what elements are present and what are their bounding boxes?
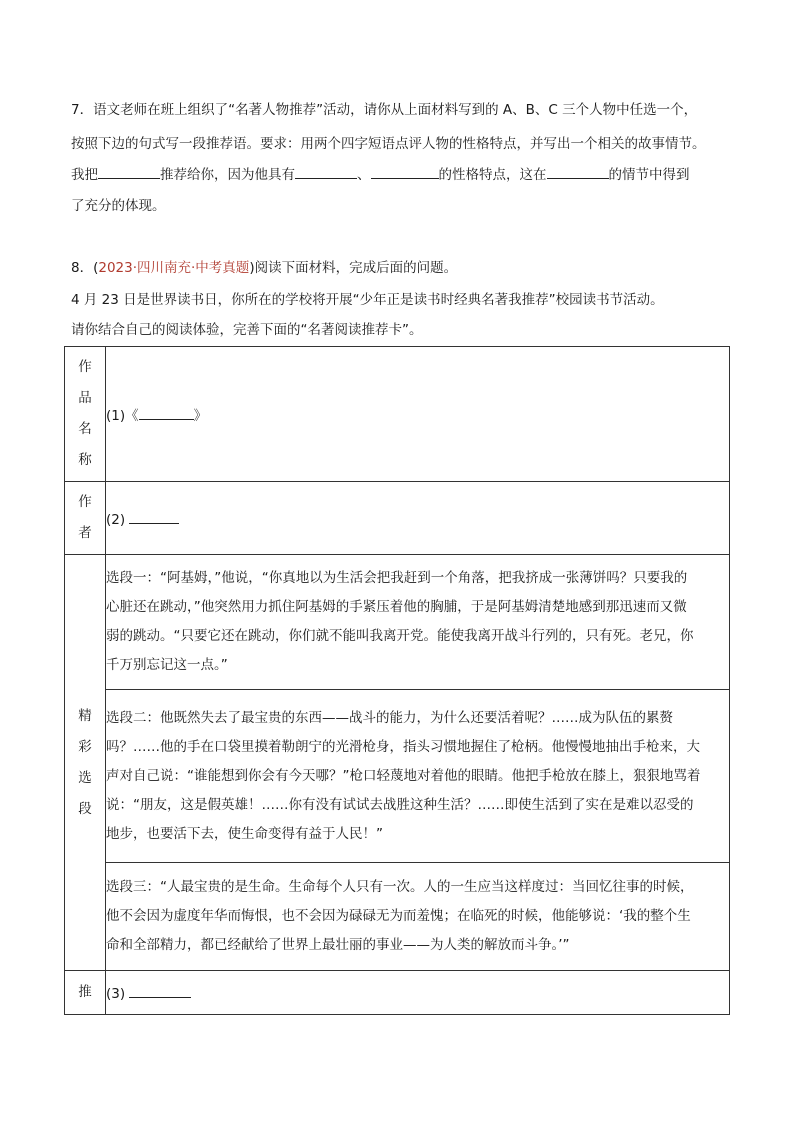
q8-instruction: 阅读下面材料，完成后面的问题。 — [254, 260, 458, 276]
excerpt-line: 弱的跳动。“只要它还在跳动，你们就不能叫我离开党。能使我离开战斗行列的，只有死。老兄，你 — [106, 628, 694, 644]
excerpt-line: 他不会因为虚度年华而悔恨，也不会因为碌碌无为而羞愧；在临死的时候，他能够说：‘我的整个生 — [106, 908, 691, 924]
excerpt-line: 命和全部精力，都已经献给了世界上最壮丽的事业——为人类的解放而斗争。’” — [106, 937, 570, 953]
label-recommend: 推 — [65, 971, 106, 1015]
answer-blank-plot[interactable] — [547, 164, 609, 179]
excerpt-line: 说：“朋友，这是假英雄！……你有没有试试去战胜这种生活？……即使生活到了实在是难以忍受的 — [106, 796, 694, 813]
excerpt-line: 选段一：“阿基姆，”他说，“你真地以为生活会把我赶到一个角落，把我挤成一张薄饼吗？只要我的 — [106, 570, 688, 586]
card-row-author — [65, 482, 730, 555]
excerpt-line: 吗？……他的手在口袋里摸着勒朗宁的光滑枪身，指头习惯地握住了枪柄。他慢慢地抽出手枪来，大 — [106, 738, 700, 755]
excerpt-line: 选段三：“人最宝贵的是生命。生命每个人只有一次。人的一生应当这样度过：当回忆往事的时候， — [106, 879, 694, 895]
q7-text: 的性格特点，这在 — [438, 167, 547, 183]
answer-blank-trait1[interactable] — [295, 164, 357, 179]
recommendation-card — [64, 346, 730, 1015]
q8-text: ) — [249, 260, 255, 276]
excerpt-line: 声对自己说：“谁能想到你会有今天哪？”枪口轻蔑地对着他的眼睛。他把手枪放在膝上，狠狠地骂着 — [106, 767, 701, 784]
excerpt-line: 心脏还在跳动，”他突然用力抓住阿基姆的手紧压着他的胸脯，于是阿基姆清楚地感到那迅速而又微 — [106, 599, 687, 615]
label-excerpts: 精彩选段 — [65, 555, 106, 971]
q7-text: 推荐给你，因为他具有 — [160, 167, 295, 183]
q7-text: 、 — [357, 167, 371, 183]
q8-line1 — [71, 258, 457, 278]
card-row-excerpt1 — [65, 555, 730, 690]
answer-blank-author[interactable] — [129, 509, 179, 524]
q7-line2: 按照下边的句式写一段推荐语。要求：用两个四字短语点评人物的性格特点，并写出一个相关的故事情节。 — [71, 136, 706, 152]
q8-source: 2023·四川南充·中考真题 — [98, 260, 250, 276]
q7-line4: 了充分的体现。 — [71, 198, 166, 214]
q7-text: 我把 — [71, 167, 98, 183]
q7-line1: 7．语文老师在班上组织了“名著人物推荐”活动，请你从上面材料写到的 A、B、C 三个人物中任选一个， — [71, 102, 698, 118]
card-row-recommend — [65, 971, 730, 1015]
excerpt-line: 选段二：他既然失去了最宝贵的东西——战斗的能力，为什么还要活着呢？……成为队伍的累赘 — [106, 709, 673, 726]
label-title: 作品名称 — [65, 347, 106, 482]
q8-number: 8．( — [71, 260, 99, 276]
value-recommend: (3) — [106, 971, 730, 1015]
excerpt-line: 地步，也要活下去，使生命变得有益于人民！” — [106, 825, 383, 842]
excerpt-3 — [106, 863, 730, 971]
value-title: (1)《 》 — [106, 347, 730, 482]
answer-blank-title[interactable] — [139, 405, 194, 420]
value-author: (2) — [106, 482, 730, 555]
answer-blank-character[interactable] — [98, 164, 160, 179]
answer-blank-trait2[interactable] — [371, 164, 439, 179]
excerpt-1 — [106, 555, 730, 690]
excerpt-2 — [106, 690, 730, 863]
card-row-title — [65, 347, 730, 482]
card-row-excerpt2 — [65, 690, 730, 863]
q8-line2: 4 月 23 日是世界读书日，你所在的学校将开展“少年正是读书时经典名著我推荐”校园读书节活动。 — [71, 292, 664, 308]
q7-line3 — [71, 164, 690, 185]
label-author: 作者 — [65, 482, 106, 555]
card-row-excerpt3 — [65, 863, 730, 971]
answer-blank-recommend[interactable] — [129, 983, 191, 998]
q7-text: 的情节中得到 — [608, 167, 690, 183]
q8-line3: 请你结合自己的阅读体验，完善下面的“名著阅读推荐卡”。 — [71, 322, 423, 338]
excerpt-line: 千万别忘记这一点。” — [106, 657, 228, 673]
